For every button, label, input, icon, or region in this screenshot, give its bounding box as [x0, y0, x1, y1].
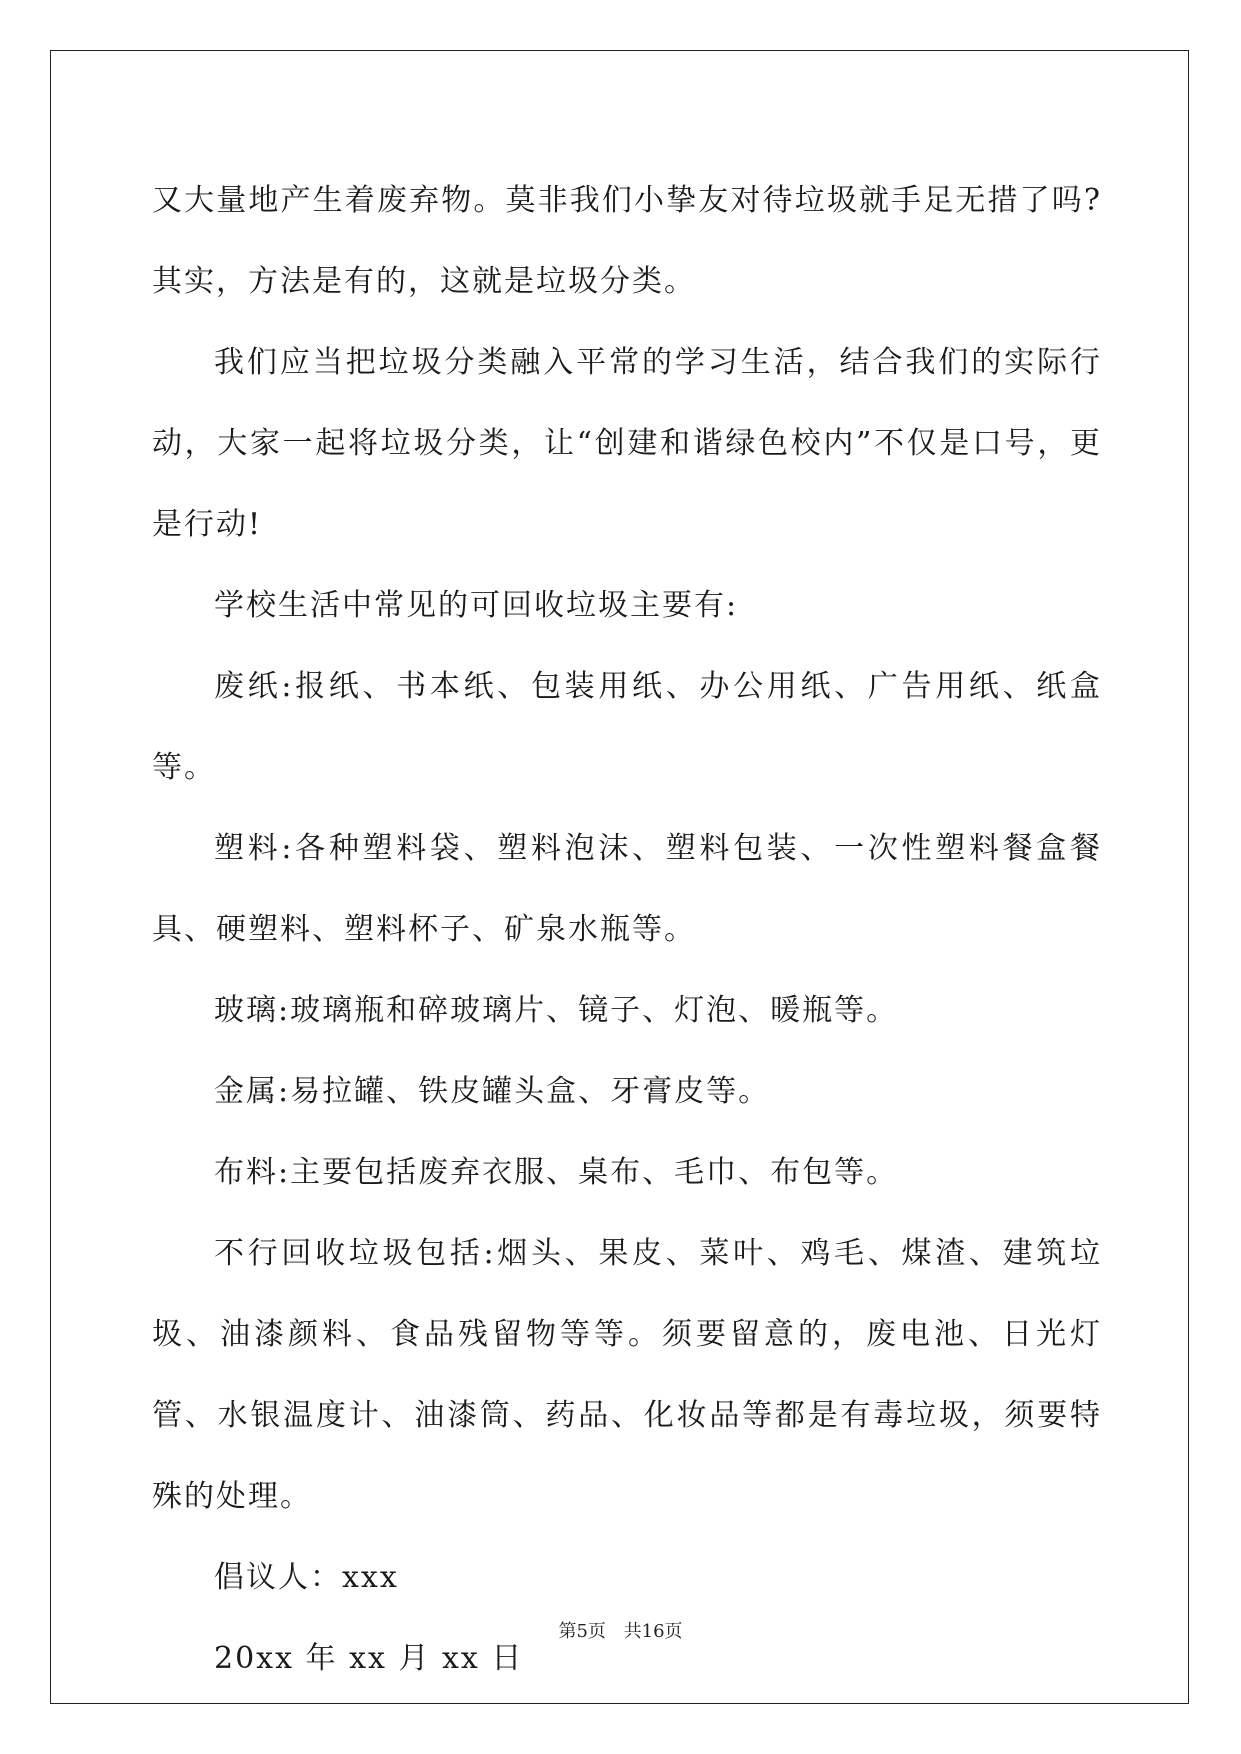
- paragraph-non-recyclables: 不行回收垃圾包括:烟头、果皮、菜叶、鸡毛、煤渣、建筑垃圾、油漆颜料、食品残留物等等。须要留意的，废电池、日光灯管、水银温度计、油漆筒、药品、化妆品等都是有毒垃圾，须要特殊的处理。: [152, 1236, 1102, 1514]
- paragraph-proposer: 倡议人：xxx: [214, 1560, 399, 1595]
- paragraph-plastic: 塑料:各种塑料袋、塑料泡沫、塑料包装、一次性塑料餐盒餐具、硬塑料、塑料杯子、矿泉水瓶等。: [152, 831, 1102, 947]
- paragraph-cloth: 布料:主要包括废弃衣服、桌布、毛巾、布包等。: [214, 1155, 899, 1190]
- paragraph-glass: 玻璃:玻璃瓶和碎玻璃片、镜子、灯泡、暖瓶等。: [214, 993, 899, 1028]
- paragraph-date: 20xx 年 xx 月 xx 日: [214, 1641, 524, 1676]
- page-total: 共16页: [623, 1621, 683, 1642]
- paragraph-intro-continuation: 又大量地产生着废弃物。莫非我们小挚友对待垃圾就手足无措了吗?其实，方法是有的，这就是垃圾分类。: [152, 183, 1102, 299]
- paragraph-recyclables-heading: 学校生活中常见的可回收垃圾主要有:: [214, 588, 739, 623]
- paragraph-paper: 废纸:报纸、书本纸、包装用纸、办公用纸、广告用纸、纸盒等。: [152, 669, 1102, 785]
- document-body: [152, 160, 1102, 1699]
- page-footer: [0, 1617, 1241, 1643]
- paragraph-metal: 金属:易拉罐、铁皮罐头盒、牙膏皮等。: [214, 1074, 771, 1109]
- paragraph-call-to-action: 我们应当把垃圾分类融入平常的学习生活，结合我们的实际行动，大家一起将垃圾分类，让“创建和谐绿色校内”不仅是口号，更是行动!: [152, 345, 1102, 542]
- page-number: 第5页: [558, 1621, 606, 1642]
